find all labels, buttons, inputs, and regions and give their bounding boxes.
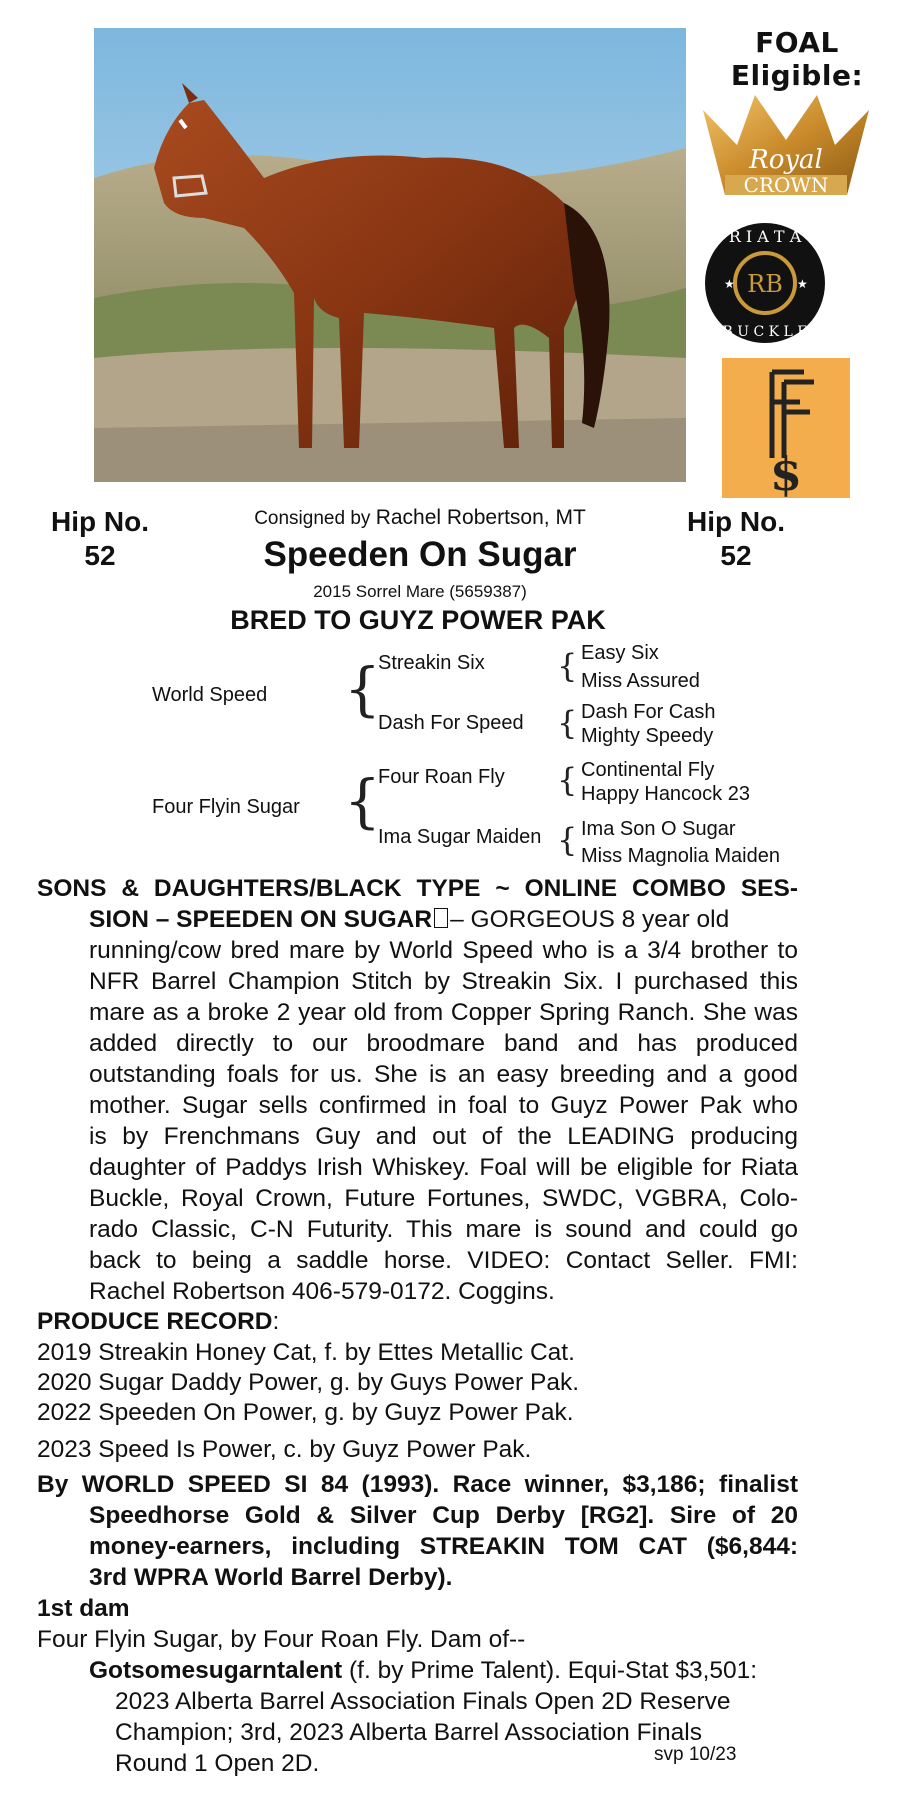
hip-value: 52: [720, 540, 752, 571]
hip-number-right: [666, 505, 806, 573]
dam-offspring: [89, 1655, 757, 1686]
description-line: mother. Sugar sells confirmed in foal to Guyz Power Pak who: [89, 1092, 798, 1119]
description-line: Buckle, Royal Crown, Future Fortunes, SWDC, VGBRA, Colo-: [89, 1185, 798, 1212]
pedigree-sire-dam: Dash For Speed: [378, 712, 524, 734]
consigned-prefix: Consigned by: [254, 508, 371, 529]
produce-item: 2022 Speeden On Power, g. by Guyz Power Pak.: [37, 1399, 574, 1426]
horse-name: Speeden On Sugar: [263, 535, 577, 574]
produce-item: 2019 Streakin Honey Cat, f. by Ettes Metallic Cat.: [37, 1339, 575, 1366]
produce-item: 2020 Sugar Daddy Power, g. by Guys Power Pak.: [37, 1369, 580, 1396]
description-line: daughter of Paddys Irish Whiskey. Foal will be eligible for Riata: [89, 1154, 798, 1181]
description-line: NFR Barrel Champion Stitch by Streakin Six. I purchased this: [89, 968, 798, 995]
description-line: is by Frenchmans Guy and out of the LEADING producing: [89, 1123, 798, 1150]
description-title: SION – SPEEDEN ON SUGAR: [89, 906, 433, 933]
offspring-record-line: Champion; 3rd, 2023 Alberta Barrel Association Finals: [115, 1719, 702, 1746]
pedigree-sire-sire: Streakin Six: [378, 652, 485, 674]
svg-text:B U C K L E: B U C K L E: [722, 324, 808, 340]
description-line: outstanding foals for us. She is an easy breeding and a good: [89, 1061, 798, 1088]
svg-text:$: $: [769, 447, 803, 498]
hip-label: Hip No.: [687, 506, 785, 537]
description-line: mare as a broke 2 year old from Copper Spring Ranch. She was: [89, 999, 798, 1026]
pedigree-dam-dam-dam: Miss Magnolia Maiden: [581, 845, 780, 867]
brace-icon: {: [344, 655, 381, 723]
horse-details: 2015 Sorrel Mare (5659387): [313, 582, 527, 601]
pedigree-sire-sire-sire: Easy Six: [581, 642, 659, 664]
svg-text:★: ★: [724, 277, 735, 291]
sire-line: 3rd WPRA World Barrel Derby).: [89, 1564, 453, 1591]
bred-to-heading: BRED TO GUYZ POWER PAK: [230, 605, 606, 635]
pedigree-sire-dam-dam: Mighty Speedy: [581, 725, 714, 747]
hip-label: Hip No.: [51, 506, 149, 537]
svg-text:★: ★: [797, 277, 808, 291]
horse-photo: [94, 28, 686, 482]
description-line: running/cow bred mare by World Speed who is a 3/4 brother to: [89, 937, 798, 964]
pedigree-dam-dam: Ima Sugar Maiden: [378, 826, 542, 848]
description-line: added directly to our broodmare band and has produced: [89, 1030, 798, 1057]
pedigree-sire: World Speed: [152, 684, 268, 706]
brace-icon: {: [557, 647, 578, 685]
consignor-name: Rachel Robertson, MT: [375, 506, 586, 529]
dam-line: Four Flyin Sugar, by Four Roan Fly. Dam of--: [37, 1626, 526, 1653]
pedigree-dam-sire-sire: Continental Fly: [581, 759, 715, 781]
future-fortunes-logo: [722, 358, 850, 498]
riata-buckle-logo: [704, 218, 826, 348]
pedigree-sire-dam-sire: Dash For Cash: [581, 701, 716, 723]
dam-heading: 1st dam: [37, 1595, 130, 1622]
produce-item: 2023 Speed Is Power, c. by Guyz Power Pak.: [37, 1436, 532, 1463]
missing-glyph-icon: [434, 908, 448, 928]
description-line: back to being a saddle horse. VIDEO: Contact Seller. FMI:: [89, 1247, 798, 1274]
footer-code: svp 10/23: [654, 1744, 737, 1765]
brace-icon: {: [344, 767, 381, 835]
produce-heading: PRODUCE RECORD:: [37, 1308, 280, 1335]
offspring-details: (f. by Prime Talent). Equi-Stat $3,501:: [342, 1657, 758, 1684]
svg-text:R I A T A: R I A T A: [728, 227, 802, 246]
sire-line: Speedhorse Gold & Silver Cup Derby [RG2]. Sire of 20: [89, 1502, 798, 1529]
pedigree-dam-sire-dam: Happy Hancock 23: [581, 783, 750, 805]
description-line: [89, 904, 809, 935]
consigned-by: [170, 506, 670, 530]
hip-value: 52: [84, 540, 116, 571]
pedigree-sire-sire-dam: Miss Assured: [581, 670, 700, 692]
royal-crown-logo: [697, 70, 875, 200]
sire-line: money-earners, including STREAKIN TOM CAT ($6,844:: [89, 1533, 798, 1560]
hip-number-left: [30, 505, 170, 573]
brace-icon: {: [557, 761, 578, 799]
offspring-record-line: 2023 Alberta Barrel Association Finals Open 2D Reserve: [115, 1688, 731, 1715]
offspring-name: Gotsomesugarntalent: [89, 1657, 343, 1684]
description-line: SONS & DAUGHTERS/BLACK TYPE ~ ONLINE COMBO SES-: [37, 875, 798, 902]
pedigree-dam-dam-sire: Ima Son O Sugar: [581, 818, 736, 840]
svg-text:RB: RB: [747, 270, 783, 298]
svg-text:Royal: Royal: [749, 145, 823, 175]
sire-line: By WORLD SPEED SI 84 (1993). Race winner, $3,186; finalist: [37, 1471, 798, 1498]
brace-icon: {: [557, 821, 578, 859]
pedigree-dam: Four Flyin Sugar: [152, 796, 300, 818]
description-line: Rachel Robertson 406-579-0172. Coggins.: [89, 1278, 555, 1305]
description-line: rado Classic, C-N Futurity. This mare is sound and could go: [89, 1216, 798, 1243]
svg-text:CROWN: CROWN: [743, 173, 829, 197]
brace-icon: {: [557, 704, 578, 742]
foal-eligible-title: FOAL Eligible:: [730, 26, 864, 92]
pedigree-dam-sire: Four Roan Fly: [378, 766, 505, 788]
offspring-record-line: Round 1 Open 2D.: [115, 1750, 320, 1777]
description-intro: – GORGEOUS 8 year old: [450, 906, 730, 933]
